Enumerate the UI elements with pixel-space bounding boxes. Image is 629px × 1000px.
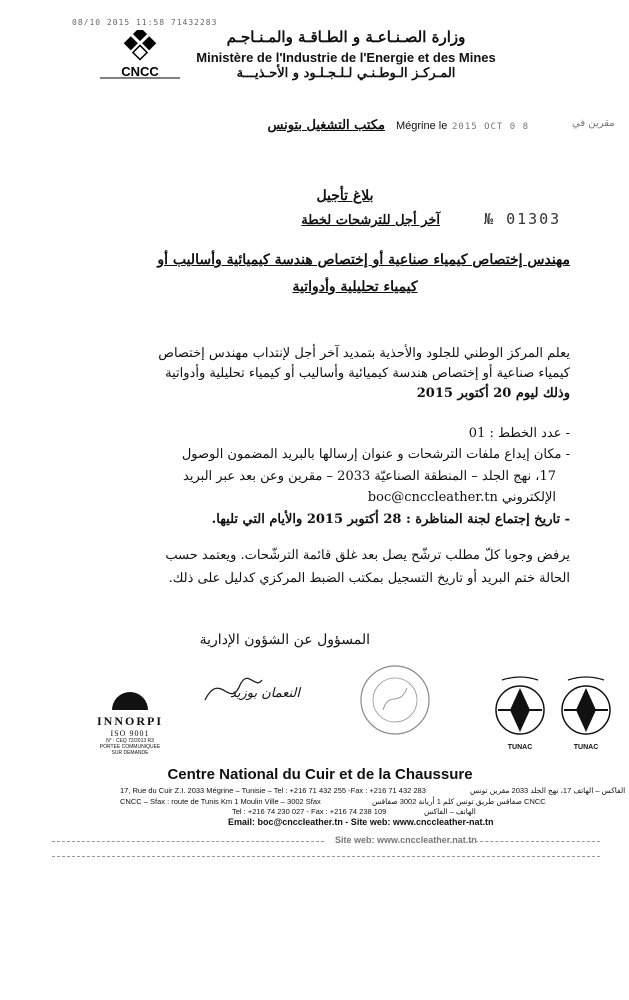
signatory-name: النعمان بوزيد	[230, 686, 300, 701]
tunac-logo-2	[556, 676, 616, 751]
office-recipient: مكتب التشغيل بتونس	[267, 118, 385, 133]
divider	[52, 856, 600, 857]
para2-line2: الحالة ختم البريد أو تاريخ التسجيل بمكتب الضبط المركزي كدليل على ذلك.	[168, 571, 570, 586]
date-label-ar: مقرين في	[572, 118, 615, 129]
innorpi-badge	[88, 688, 172, 756]
innorpi-logo-icon	[110, 688, 150, 710]
divider	[52, 841, 324, 842]
innorpi-note1: PORTEE COMMUNIQUEE	[99, 744, 161, 750]
reference-number: № 01303	[484, 210, 562, 228]
para2-line1: يرفض وجوبا كلّ مطلب ترشّح يصل بعد غلق قائمة الترشّحات. ويعتمد حسب	[165, 548, 570, 563]
reference-number-value: 01303	[506, 210, 562, 228]
signatory-title: المسؤول عن الشؤون الإدارية	[199, 632, 370, 648]
footer-address-fr: 17, Rue du Cuir Z.I. 2033 Mégrine – Tunisie – Tel : +216 71 432 255 -Fax : +216 71 432 283	[120, 786, 426, 795]
para1-line2: كيمياء صناعية أو إختصاص هندسة كيميائية وأساليب أو كيمياء تحليلية وأدواتية	[165, 366, 570, 381]
innorpi-name: INNORPI	[96, 714, 163, 728]
para1-line1: يعلم المركز الوطني للجلود والأحذية بتمديد آخر أجل لإنتداب مهندس إختصاص	[158, 346, 570, 361]
innorpi-note2: SUR DEMANDE	[111, 750, 149, 756]
cncc-logo	[100, 30, 180, 82]
position-line-1: مهندس إختصاص كيمياء صناعية أو إختصاص هندسة كيميائية وأساليب أو	[157, 252, 570, 268]
official-stamp	[355, 660, 435, 740]
footer-title: Centre National du Cuir et de la Chaussure	[167, 766, 473, 783]
date-label: Mégrine le	[396, 120, 448, 132]
tunac-label: TUNAC	[573, 744, 599, 751]
tunac-emblem-icon	[558, 676, 614, 740]
ministry-ar: وزارة الصـنـاعـة و الطـاقـة والمـنـاجـم	[226, 28, 466, 46]
footer-email: Email: boc@cnccleather.tn - Site web: www.cnccleather-nat.tn	[228, 817, 494, 827]
tunac-label: TUNAC	[507, 744, 533, 751]
logo-text: CNCC	[121, 64, 159, 79]
fax-header: 08/10 2015 11:58 71432283	[72, 18, 218, 27]
innorpi-cert: N° : CEQ 72/2013 R3	[106, 738, 154, 744]
divider	[470, 841, 600, 842]
bullet-address-line1: - مكان إيداع ملفات الترشحات و عنوان إرسالها بالبريد المضمون الوصول	[78, 447, 570, 462]
position-line-2: كيمياء تحليلية وأدواتية	[292, 279, 418, 295]
footer-phone-fr: Tel : +216 74 230 027 - Fax : +216 74 238 109	[232, 807, 387, 816]
bullet-jury-date: - تاريخ إجتماع لجنة المناظرة : 28 أكتوبر 2015 والأيام التي تليها.	[78, 512, 570, 527]
footer-phone-ar: الهاتف – الفاكس	[424, 807, 476, 816]
footer-sfax-ar: CNCC صفاقس طريق تونس كلم 1 أريانة 3002 صفاقس	[372, 797, 546, 806]
para1-line3: وذلك ليوم 20 أكتوبر 2015	[416, 386, 570, 401]
signature-scribble	[200, 660, 270, 720]
innorpi-iso: ISO 9001	[110, 729, 150, 738]
bullet-positions: - عدد الخطط : 01	[78, 426, 570, 441]
date-stamp: 2015 OCT 0 8	[452, 122, 530, 132]
ministry-fr: Ministère de l'Industrie de l'Energie et des Mines	[196, 50, 496, 65]
tunac-emblem-icon	[492, 676, 548, 740]
footer-address-ar: الفاكس – الهاتف 17، نهج الجلد 2033 مقرين تونس	[470, 786, 626, 795]
footer-web-repeat: Site web: www.cnccleather.nat.tn	[335, 835, 477, 845]
bullet-address-line3: الإلكتروني boc@cnccleather.tn	[367, 490, 556, 505]
notice-subtitle: آخر أجل للترشحات لخطة	[301, 213, 440, 228]
bullet-address-line2: 17، نهج الجلد – المنطقة الصناعيّة 2033 – مقرين وعن بعد عبر البريد	[183, 469, 556, 484]
footer-sfax-fr: CNCC – Sfax : route de Tunis Km 1 Moulin Ville – 3002 Sfax	[120, 797, 321, 806]
center-ar: المـركـز الـوطـنـي لـلـجـلـود و الأحـذيـــة	[236, 66, 456, 81]
tunac-logo-1	[490, 676, 550, 751]
notice-title: بلاغ تأجيل	[316, 188, 374, 204]
